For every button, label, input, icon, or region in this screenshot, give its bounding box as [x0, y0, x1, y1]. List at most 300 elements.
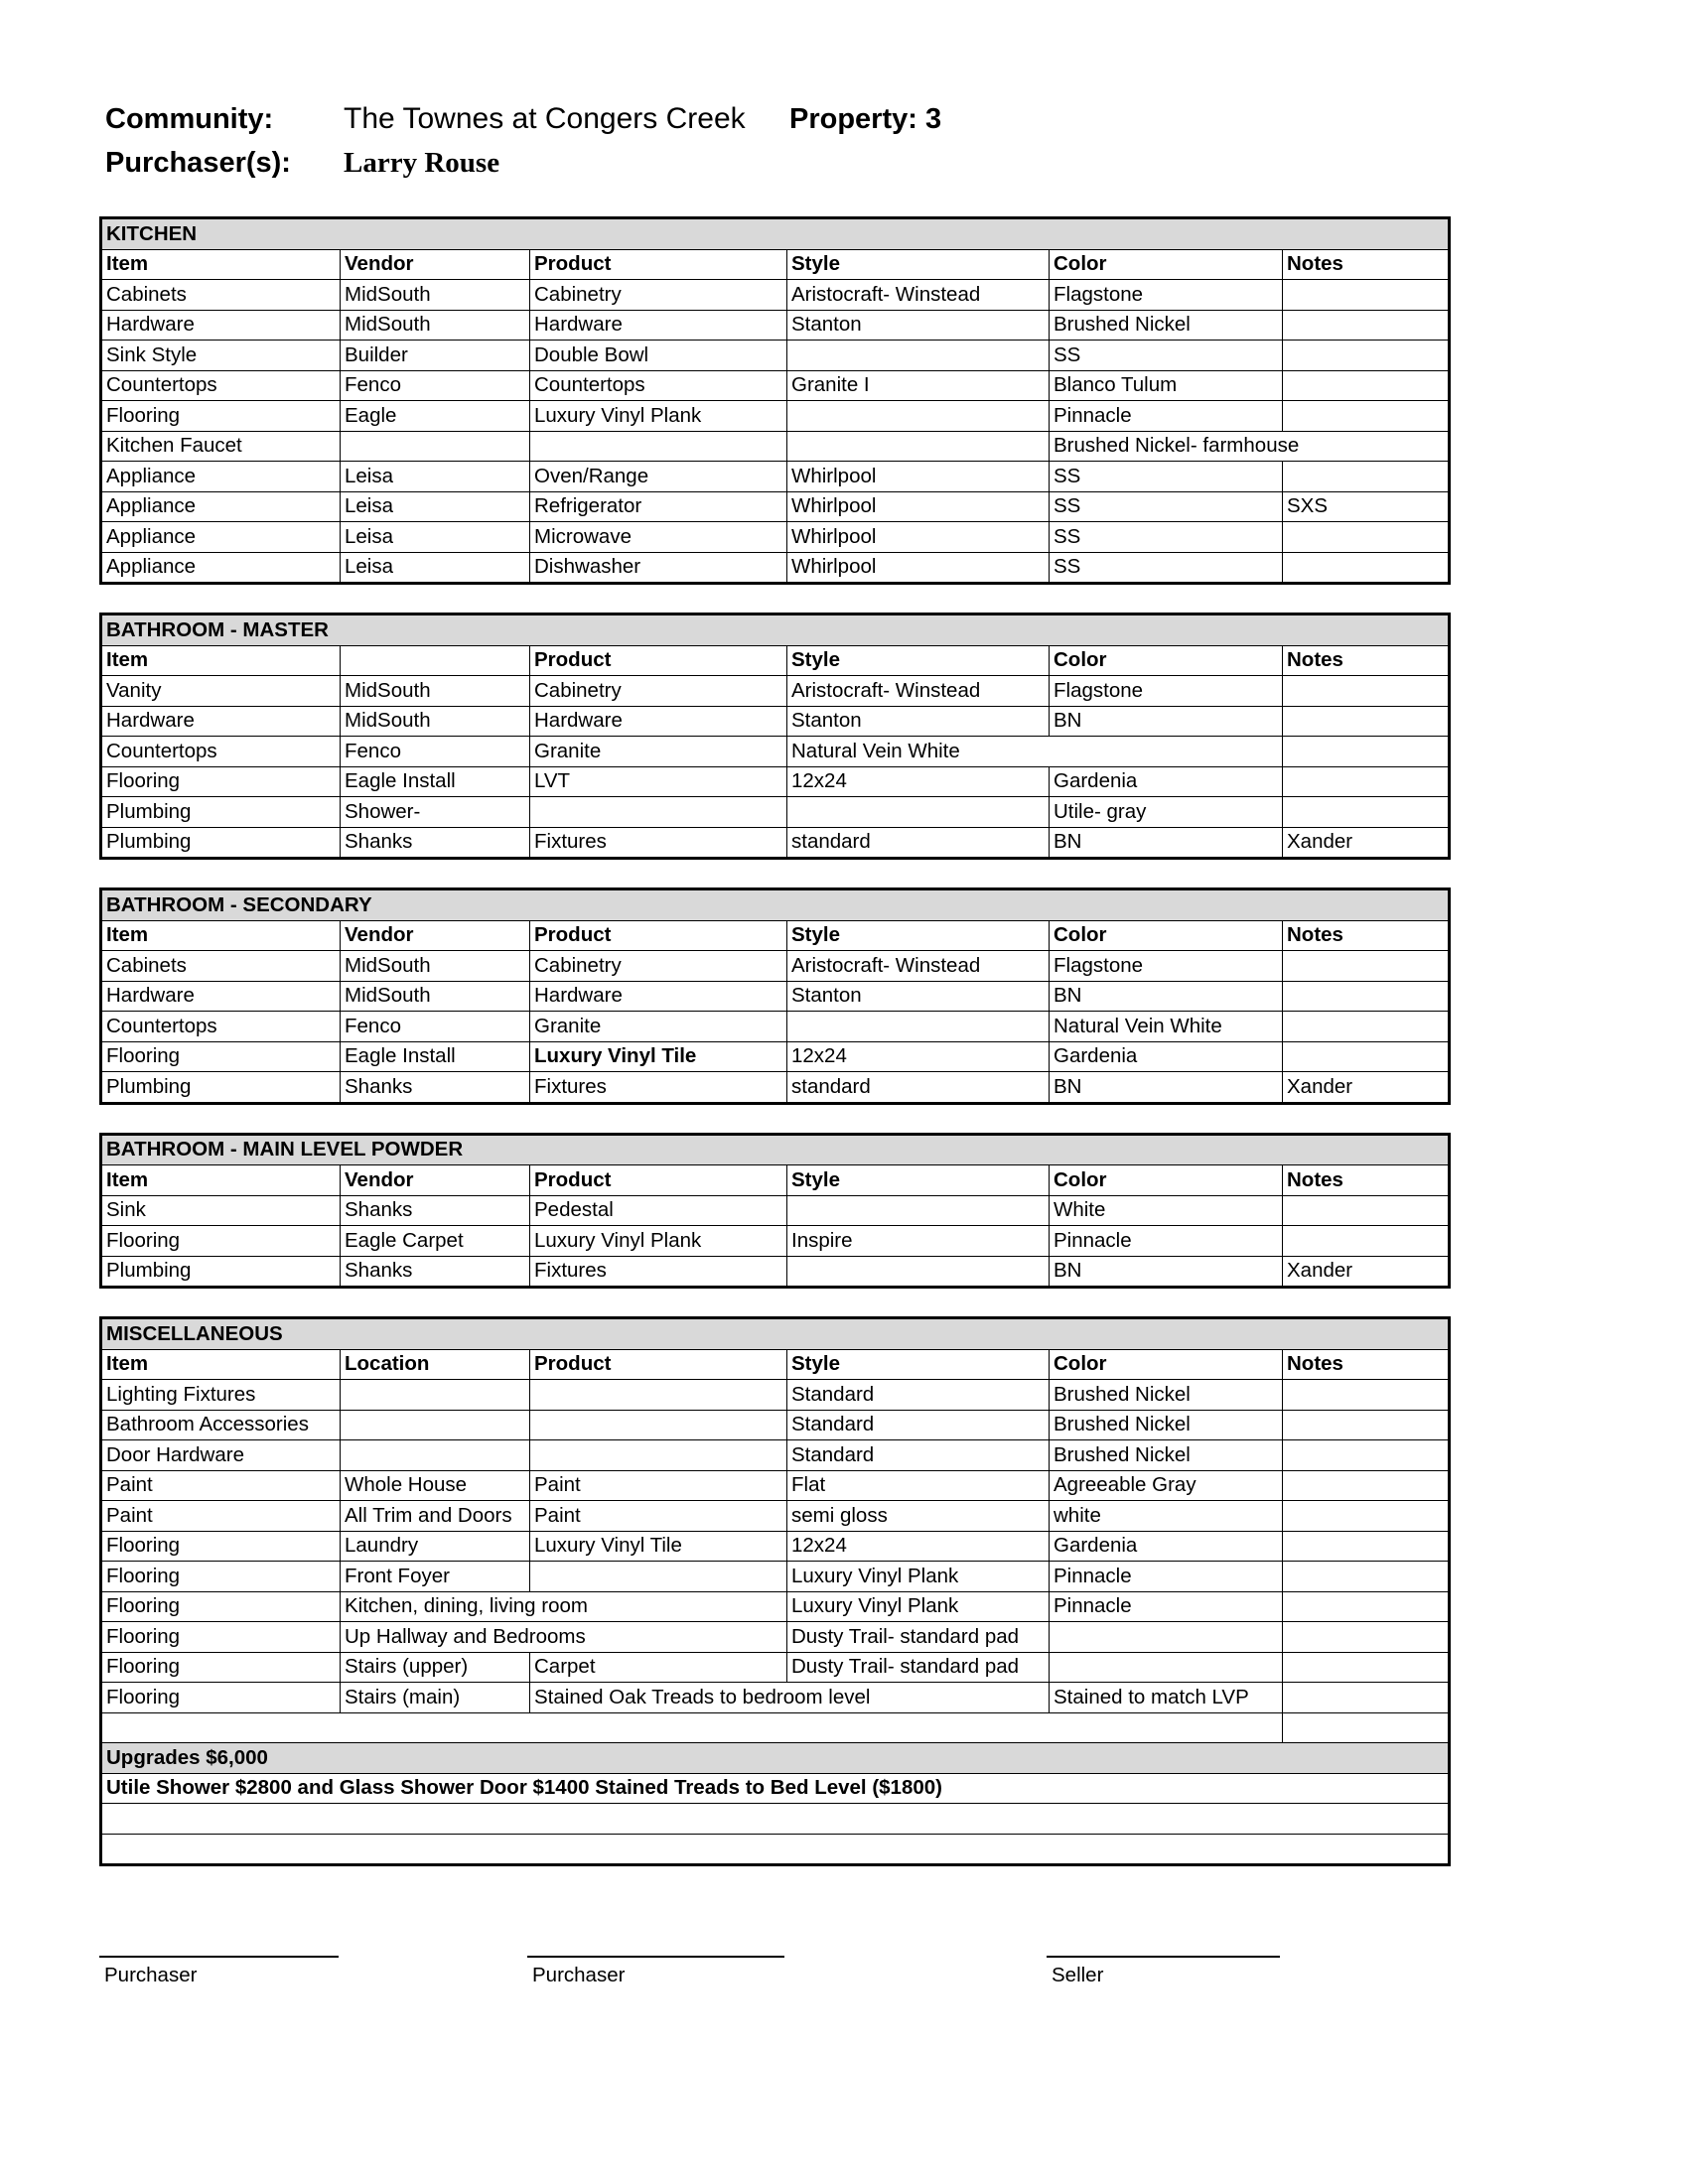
cell: Luxury Vinyl Plank	[530, 401, 787, 432]
cell: Carpet	[530, 1652, 787, 1683]
cell: Countertops	[530, 370, 787, 401]
cell: Standard	[787, 1440, 1050, 1471]
community-label: Community:	[105, 103, 274, 135]
cell: standard	[787, 827, 1050, 859]
cell: Eagle	[341, 401, 530, 432]
column-header: Notes	[1283, 645, 1450, 676]
cell	[1283, 766, 1450, 797]
cell	[1283, 552, 1450, 584]
cell: Natural Vein White	[787, 737, 1050, 767]
cell	[530, 1440, 787, 1471]
cell: Appliance	[101, 552, 341, 584]
cell: SS	[1050, 462, 1283, 492]
table-row	[101, 737, 1450, 767]
column-header: Location	[341, 1349, 530, 1380]
cell: Flooring	[101, 1591, 341, 1622]
cell: Shanks	[341, 1072, 530, 1104]
cell: semi gloss	[787, 1501, 1050, 1532]
column-header: Product	[530, 1349, 787, 1380]
purchaser-2-signature-line[interactable]	[527, 1956, 784, 1958]
cell	[1283, 706, 1450, 737]
cell	[1283, 341, 1450, 371]
cell	[341, 1410, 530, 1440]
upgrades-title: Upgrades $6,000	[101, 1743, 1450, 1774]
cell	[787, 401, 1050, 432]
cell: Whirlpool	[787, 462, 1050, 492]
cell: MidSouth	[341, 981, 530, 1012]
cell: Brushed Nickel	[1050, 310, 1283, 341]
empty-cell	[101, 1712, 1283, 1743]
cell: Granite	[530, 1012, 787, 1042]
column-header-row	[101, 920, 1450, 951]
table-row	[101, 1622, 1450, 1653]
table-row	[101, 522, 1450, 553]
cell: Aristocraft- Winstead	[787, 280, 1050, 311]
bathroom-secondary-table	[99, 887, 1451, 1105]
column-header	[341, 645, 530, 676]
cell: Whirlpool	[787, 522, 1050, 553]
table-row	[101, 1440, 1450, 1471]
table-row	[101, 462, 1450, 492]
cell	[1283, 522, 1450, 553]
cell: Hardware	[530, 310, 787, 341]
cell: Sink Style	[101, 341, 341, 371]
cell	[341, 1380, 530, 1411]
cell: Eagle Install	[341, 766, 530, 797]
column-header: Style	[787, 1349, 1050, 1380]
bathroom-master-table	[99, 613, 1451, 860]
cell: Countertops	[101, 1012, 341, 1042]
cell: Gardenia	[1050, 766, 1283, 797]
cell	[1283, 1622, 1450, 1653]
cell: Countertops	[101, 370, 341, 401]
cell: Stairs (upper)	[341, 1652, 530, 1683]
column-header-row	[101, 1165, 1450, 1196]
cell: Xander	[1283, 1072, 1450, 1104]
cell: Dusty Trail- standard pad	[787, 1652, 1050, 1683]
cell: Dishwasher	[530, 552, 787, 584]
table-row	[101, 341, 1450, 371]
cell	[787, 341, 1050, 371]
column-header: Notes	[1283, 249, 1450, 280]
table-row	[101, 981, 1450, 1012]
cell: Leisa	[341, 522, 530, 553]
table-row	[101, 1531, 1450, 1562]
cell: MidSouth	[341, 280, 530, 311]
cell	[1283, 981, 1450, 1012]
cell: Eagle Install	[341, 1041, 530, 1072]
cell: Front Foyer	[341, 1562, 530, 1592]
cell: Xander	[1283, 1256, 1450, 1288]
cell	[1283, 1683, 1450, 1713]
cell: Agreeable Gray	[1050, 1470, 1283, 1501]
cell: Paint	[101, 1470, 341, 1501]
cell: Fixtures	[530, 1072, 787, 1104]
cell: Microwave	[530, 522, 787, 553]
cell: Flat	[787, 1470, 1050, 1501]
table-row	[101, 1591, 1450, 1622]
cell: Utile- gray	[1050, 797, 1283, 828]
cell	[530, 797, 787, 828]
cell: Flooring	[101, 1652, 341, 1683]
cell: Flagstone	[1050, 280, 1283, 311]
cell: Luxury Vinyl Plank	[530, 1226, 787, 1257]
cell: SS	[1050, 491, 1283, 522]
cell: All Trim and Doors	[341, 1501, 530, 1532]
column-header: Notes	[1283, 920, 1450, 951]
cell	[1050, 1652, 1283, 1683]
table-row	[101, 370, 1450, 401]
cell: Flooring	[101, 1041, 341, 1072]
cell: SS	[1050, 552, 1283, 584]
cell: Fixtures	[530, 827, 787, 859]
cell: Hardware	[101, 310, 341, 341]
cell: Flooring	[101, 1683, 341, 1713]
cell: Double Bowl	[530, 341, 787, 371]
cell: Whole House	[341, 1470, 530, 1501]
cell	[787, 431, 1050, 462]
cell: Shanks	[341, 1256, 530, 1288]
cell: Luxury Vinyl Plank	[787, 1562, 1050, 1592]
cell: Hardware	[530, 706, 787, 737]
cell: SXS	[1283, 491, 1450, 522]
cell	[1050, 737, 1283, 767]
column-header: Notes	[1283, 1349, 1450, 1380]
cell: Pinnacle	[1050, 401, 1283, 432]
cell: Blanco Tulum	[1050, 370, 1283, 401]
empty-row	[101, 1712, 1450, 1743]
cell: Standard	[787, 1380, 1050, 1411]
cell: Leisa	[341, 462, 530, 492]
cell: Paint	[530, 1470, 787, 1501]
cell	[530, 1410, 787, 1440]
cell: Standard	[787, 1410, 1050, 1440]
cell: Flooring	[101, 1562, 341, 1592]
table-row	[101, 1470, 1450, 1501]
cell	[1283, 1470, 1450, 1501]
cell: Paint	[530, 1501, 787, 1532]
cell	[1283, 1440, 1450, 1471]
cell: MidSouth	[341, 310, 530, 341]
table-row	[101, 1380, 1450, 1411]
seller-signature-label: Seller	[1052, 1964, 1104, 1986]
cell	[1283, 1591, 1450, 1622]
section-title: BATHROOM - SECONDARY	[101, 889, 1450, 921]
table-row	[101, 1041, 1450, 1072]
cell: Hardware	[101, 706, 341, 737]
table-row	[101, 951, 1450, 982]
column-header: Color	[1050, 1349, 1283, 1380]
cell: Brushed Nickel	[1050, 1440, 1283, 1471]
cell: Cabinetry	[530, 676, 787, 707]
column-header: Product	[530, 249, 787, 280]
cell: Pedestal	[530, 1195, 787, 1226]
cell: Flooring	[101, 401, 341, 432]
cell: Shanks	[341, 1195, 530, 1226]
cell: Pinnacle	[1050, 1226, 1283, 1257]
cell: Fenco	[341, 1012, 530, 1042]
cell	[1283, 1501, 1450, 1532]
cell: 12x24	[787, 1041, 1050, 1072]
cell	[1283, 1012, 1450, 1042]
column-header: Item	[101, 1165, 341, 1196]
cell: Builder	[341, 341, 530, 371]
table-row	[101, 1562, 1450, 1592]
seller-signature-line[interactable]	[1047, 1956, 1280, 1958]
cell	[1283, 431, 1450, 462]
table-row	[101, 1501, 1450, 1532]
cell: BN	[1050, 981, 1283, 1012]
upgrades-text: Utile Shower $2800 and Glass Shower Door $1400 Stained Treads to Bed Level ($1800)	[101, 1773, 1450, 1804]
cell: Paint	[101, 1501, 341, 1532]
column-header: Style	[787, 920, 1050, 951]
cell	[1283, 1531, 1450, 1562]
cell	[1283, 370, 1450, 401]
table-row	[101, 706, 1450, 737]
cell	[1283, 1041, 1450, 1072]
purchaser-label: Purchaser(s):	[105, 147, 291, 179]
cell: Stained to match LVP	[1050, 1683, 1283, 1713]
cell: Pinnacle	[1050, 1591, 1283, 1622]
cell: Brushed Nickel- farmhouse	[1050, 431, 1283, 462]
cell: Sink	[101, 1195, 341, 1226]
cell: Leisa	[341, 491, 530, 522]
cell: Bathroom Accessories	[101, 1410, 341, 1440]
cell	[1283, 797, 1450, 828]
empty-cell	[1283, 1712, 1450, 1743]
column-header: Style	[787, 249, 1050, 280]
cell: Cabinetry	[530, 280, 787, 311]
table-row	[101, 676, 1450, 707]
cell: Aristocraft- Winstead	[787, 951, 1050, 982]
cell: white	[1050, 1501, 1283, 1532]
cell: Stanton	[787, 981, 1050, 1012]
cell: Plumbing	[101, 827, 341, 859]
cell: Kitchen, dining, living room	[341, 1591, 530, 1622]
cell: Fenco	[341, 737, 530, 767]
section-title: MISCELLANEOUS	[101, 1318, 1450, 1350]
column-header: Item	[101, 1349, 341, 1380]
cell: Lighting Fixtures	[101, 1380, 341, 1411]
cell: Fixtures	[530, 1256, 787, 1288]
cell	[1283, 280, 1450, 311]
property-label: Property: 3	[789, 103, 942, 135]
cell: Stanton	[787, 310, 1050, 341]
table-row	[101, 1256, 1450, 1288]
table-row	[101, 491, 1450, 522]
cell: Plumbing	[101, 1072, 341, 1104]
cell: Whirlpool	[787, 491, 1050, 522]
cell: Kitchen Faucet	[101, 431, 341, 462]
cell: 12x24	[787, 766, 1050, 797]
cell: Appliance	[101, 462, 341, 492]
selections-sheet	[99, 216, 1448, 1894]
table-row	[101, 401, 1450, 432]
cell: White	[1050, 1195, 1283, 1226]
cell: Stanton	[787, 706, 1050, 737]
table-row	[101, 797, 1450, 828]
cell	[1050, 1622, 1283, 1653]
community-name: The Townes at Congers Creek	[344, 102, 746, 135]
cell: Stained Oak Treads to bedroom level	[530, 1683, 787, 1713]
cell: Flooring	[101, 766, 341, 797]
column-header: Style	[787, 645, 1050, 676]
cell: Natural Vein White	[1050, 1012, 1283, 1042]
cell: Inspire	[787, 1226, 1050, 1257]
table-row	[101, 1195, 1450, 1226]
table-row	[101, 1683, 1450, 1713]
cell: Refrigerator	[530, 491, 787, 522]
cell: Granite I	[787, 370, 1050, 401]
cell: Flagstone	[1050, 951, 1283, 982]
cell	[530, 1380, 787, 1411]
column-header: Product	[530, 920, 787, 951]
cell	[1283, 1652, 1450, 1683]
cell	[787, 1195, 1050, 1226]
cell: Dusty Trail- standard pad	[787, 1622, 1050, 1653]
cell: Leisa	[341, 552, 530, 584]
cell	[1283, 1226, 1450, 1257]
kitchen-table	[99, 216, 1451, 585]
table-row	[101, 1012, 1450, 1042]
table-row	[101, 1072, 1450, 1104]
cell	[1283, 462, 1450, 492]
column-header: Product	[530, 645, 787, 676]
cell: Brushed Nickel	[1050, 1380, 1283, 1411]
cell	[1283, 676, 1450, 707]
cell	[341, 1440, 530, 1471]
cell: 12x24	[787, 1531, 1050, 1562]
cell: Brushed Nickel	[1050, 1410, 1283, 1440]
purchaser-signature-line[interactable]	[99, 1956, 339, 1958]
cell	[1283, 401, 1450, 432]
cell: SS	[1050, 341, 1283, 371]
column-header: Item	[101, 645, 341, 676]
cell: Eagle Carpet	[341, 1226, 530, 1257]
cell: Plumbing	[101, 1256, 341, 1288]
cell: BN	[1050, 827, 1283, 859]
cell: SS	[1050, 522, 1283, 553]
column-header: Product	[530, 1165, 787, 1196]
cell: Cabinets	[101, 951, 341, 982]
table-row	[101, 1226, 1450, 1257]
cell	[787, 1012, 1050, 1042]
cell: Plumbing	[101, 797, 341, 828]
cell: Whirlpool	[787, 552, 1050, 584]
table-row	[101, 1410, 1450, 1440]
cell	[1283, 1562, 1450, 1592]
cell: Luxury Vinyl Tile	[530, 1041, 787, 1072]
cell: Stairs (main)	[341, 1683, 530, 1713]
column-header-row	[101, 645, 1450, 676]
column-header: Color	[1050, 1165, 1283, 1196]
purchaser-signature-label: Purchaser	[104, 1964, 198, 1986]
empty-row	[101, 1804, 1450, 1835]
table-row	[101, 766, 1450, 797]
cell: Flooring	[101, 1622, 341, 1653]
cell: MidSouth	[341, 951, 530, 982]
cell	[787, 1256, 1050, 1288]
table-row	[101, 827, 1450, 859]
cell: Cabinets	[101, 280, 341, 311]
table-row	[101, 280, 1450, 311]
cell: Pinnacle	[1050, 1562, 1283, 1592]
cell: Luxury Vinyl Plank	[787, 1591, 1050, 1622]
column-header: Style	[787, 1165, 1050, 1196]
cell	[787, 797, 1050, 828]
cell: Shower-	[341, 797, 530, 828]
empty-cell	[101, 1804, 1450, 1835]
cell: Appliance	[101, 491, 341, 522]
cell: Flagstone	[1050, 676, 1283, 707]
cell: BN	[1050, 706, 1283, 737]
column-header-row	[101, 1349, 1450, 1380]
cell: Xander	[1283, 827, 1450, 859]
cell: standard	[787, 1072, 1050, 1104]
cell: Up Hallway and Bedrooms	[341, 1622, 530, 1653]
section-title: BATHROOM - MAIN LEVEL POWDER	[101, 1134, 1450, 1165]
column-header: Vendor	[341, 1165, 530, 1196]
cell	[1283, 310, 1450, 341]
table-row	[101, 552, 1450, 584]
cell: MidSouth	[341, 706, 530, 737]
cell	[1283, 951, 1450, 982]
column-header: Color	[1050, 645, 1283, 676]
cell: BN	[1050, 1256, 1283, 1288]
cell: Granite	[530, 737, 787, 767]
miscellaneous-table	[99, 1316, 1451, 1866]
cell: MidSouth	[341, 676, 530, 707]
section-title: KITCHEN	[101, 218, 1450, 250]
column-header: Color	[1050, 249, 1283, 280]
cell: Gardenia	[1050, 1531, 1283, 1562]
column-header: Vendor	[341, 249, 530, 280]
table-row	[101, 310, 1450, 341]
column-header: Notes	[1283, 1165, 1450, 1196]
cell: Shanks	[341, 827, 530, 859]
section-title: BATHROOM - MASTER	[101, 614, 1450, 646]
column-header-row	[101, 249, 1450, 280]
table-row	[101, 1652, 1450, 1683]
cell	[1283, 1195, 1450, 1226]
cell: Flooring	[101, 1531, 341, 1562]
cell: Gardenia	[1050, 1041, 1283, 1072]
purchaser-2-signature-label: Purchaser	[532, 1964, 626, 1986]
column-header: Item	[101, 249, 341, 280]
table-row	[101, 431, 1450, 462]
column-header: Color	[1050, 920, 1283, 951]
cell: Hardware	[530, 981, 787, 1012]
cell: Fenco	[341, 370, 530, 401]
empty-cell	[101, 1834, 1450, 1865]
cell: Cabinetry	[530, 951, 787, 982]
cell: Vanity	[101, 676, 341, 707]
cell: LVT	[530, 766, 787, 797]
cell	[1283, 737, 1450, 767]
cell	[530, 1562, 787, 1592]
cell	[1283, 1410, 1450, 1440]
cell: Countertops	[101, 737, 341, 767]
cell: Oven/Range	[530, 462, 787, 492]
bathroom-powder-table	[99, 1133, 1451, 1290]
purchaser-name: Larry Rouse	[344, 147, 500, 179]
cell	[1283, 1380, 1450, 1411]
column-header: Vendor	[341, 920, 530, 951]
cell: Laundry	[341, 1531, 530, 1562]
cell: Door Hardware	[101, 1440, 341, 1471]
cell: Appliance	[101, 522, 341, 553]
cell	[530, 431, 787, 462]
